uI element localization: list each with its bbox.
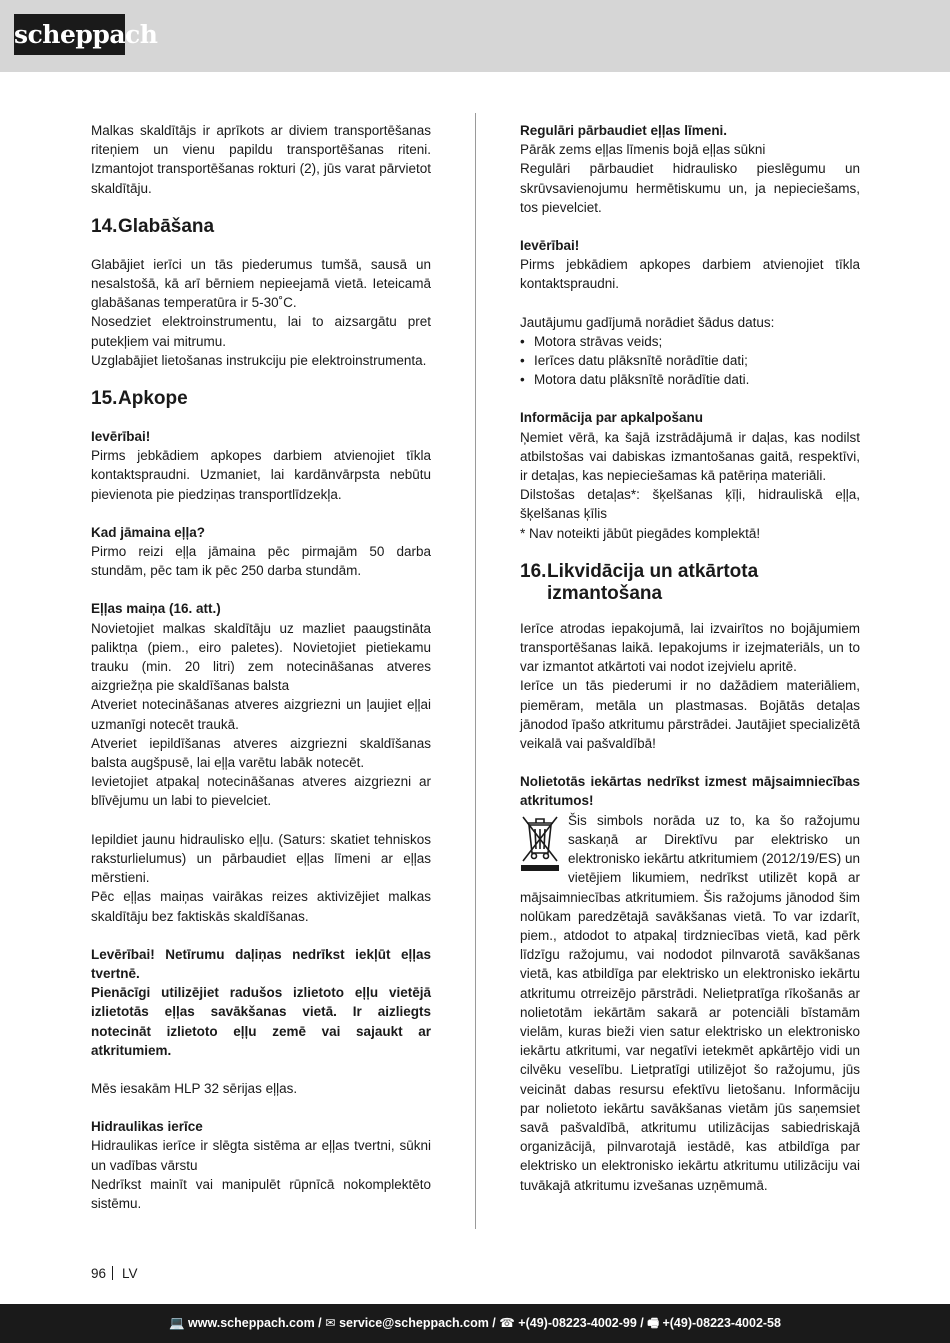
oil-change-text-3: Atveriet iepildīšanas atveres aizgriezni skaldīšanas balsta augšpusē, lai eļļa varētu labāk notecēt. — [91, 735, 431, 771]
section-15-title: Apkope — [118, 388, 188, 410]
oil-fill-text-1: Iepildiet jaunu hidraulisko eļļu. (Saturs: skatiet tehniskos raksturlielumus) un pārbaudiet eļļas līmeni ar eļļas mērstieni. — [91, 831, 431, 886]
oil-level-heading: Regulāri pārbaudiet eļļas līmeni. — [520, 123, 728, 138]
storage-text-3: Uzglabājiet lietošanas instrukciju pie elektroinstrumenta. — [91, 352, 427, 368]
oil-level-text-2: Regulāri pārbaudiet hidraulisko pieslēgumu un skrūvsavienojumu hermētiskumu un, ja nepieciešams, tos pievelciet. — [520, 161, 860, 215]
section-14-heading-wrap — [91, 198, 431, 255]
right-column — [520, 121, 860, 1195]
oil-change-when-heading: Kad jāmaina eļļa? — [91, 524, 206, 540]
section-15-heading — [91, 388, 431, 410]
transport-text: Malkas skaldītājs ir aprīkots ar diviem transportēšanas riteņiem un vienu papildu transportēšanas riteni. Izmantojot transportēšanas rokturi (2), jūs varat pārvietot skaldītāju. — [91, 123, 431, 196]
section-14-title: Glabāšana — [118, 215, 215, 237]
attention-label: Ievērībai! — [91, 429, 151, 445]
list-item: • Motora strāvas veids; — [520, 332, 860, 351]
list-item: • Motora datu plāksnītē norādītie dati. — [520, 370, 860, 389]
disposal-text-2: Ierīce un tās piederumi ir no dažādiem materiāliem, piemēram, metāla un plastmasas. Bojātās detaļas jānodod īpašo atkritumu pārstrādei. Jautājiet specializētā veikalā vai pašvaldībā! — [520, 678, 860, 752]
crossed-bin-icon — [520, 813, 560, 871]
service-text-2: Dilstošas detaļas*: šķelšanas ķīļi, hidrauliskā eļļa, šķelšanas ķīlis — [520, 487, 860, 522]
questions-intro: Jautājumu gadījumā norādiet šādus datus: — [520, 314, 775, 330]
page-header — [0, 0, 950, 72]
weee-text: Šis simbols norāda uz to, ka šo ražojumu saskaņā ar Direktīvu par elektrisko un elektronisko iekārtu atkritumiem (2012/19/ES) un vietējiem likumiem, nedrīkst utilizēt kopā ar mājsaimniecības atkritumiem. Šis ražojums jānodod šim nolūkam paredzētajā savākšanas vietā. To var izdarīt, piem., atdodot to atpakaļ tirdzniecības vietā, kad pērk līdzīgu ražojumu, vai nododot pilnvarotā savākšanas vietā, kas atbildīga par elektrisko un elektronisko iekārtu atkritumu otrreizējo pārstrādi. Nelietpratīga rīkošanās ar nolietotām iekārtām sakarā ar potenciāli bīstamām vielām, kuras bieži vien satur elektrisko un elektronisko iekārtu atkritumi, var negatīvi ietekmēt apkārtējo vidi un cilvēku veselību. Lietpratīgi utilizējot šo ražojumu, jūs veicināt dabas resursu efektīvu lietošanu. Informāciju par nolietoto iekārtu savākšanas vietām jūs saņemsiet savā pašvaldībā, atkritumu utilizācijas sabiedriskajā organizācijā, pilnvarotajā iestādē, kas atbildīga par elektrisko un elektronisko iekārtu atkritumu utilizāciju vai tuvākajā atkritumu izvešanas uzņēmumā. — [520, 812, 860, 1193]
hydraulics-text-1: Hidraulikas ierīce ir slēgta sistēma ar eļļas tvertni, sūkni un vadības vārstu — [91, 1138, 431, 1173]
footer-contacts: 💻 www.scheppach.com / ✉ service@scheppach.com / ☎ +(49)-08223-4002-99 / 🖷 +(49)-08223-4002-58 — [169, 1316, 781, 1330]
section-15-number: 15. — [91, 388, 118, 410]
hydraulics-heading: Hidraulikas ierīce — [91, 1119, 203, 1135]
brand-logo: scheppach — [14, 14, 125, 55]
weee-heading: Nolietotās iekārtas nedrīkst izmest mājsaimniecības atkritumos! — [520, 774, 860, 809]
dirt-warning: Levērībai! Netīrumu daļiņas nedrīkst iekļūt eļļas tvertnē. — [91, 946, 431, 981]
oil-change-when-text: Pirmo reizi eļļa jāmaina pēc pirmajām 50 darba stundām, pēc tam ik pēc 250 darba stundām. — [91, 544, 431, 579]
section-16-title: Likvidācija un atkārtota izmantošana — [547, 560, 759, 604]
page-number-block — [91, 1265, 138, 1283]
disposal-warning: Pienācīgi utilizējiet radušos izlietoto eļļu vietējā izlietotās eļļas savākšanas vietā. Ir aizliegts notecināt izlietoto eļļu zemē vai sajaukt ar atkritumiem. — [91, 985, 431, 1058]
column-divider — [475, 113, 476, 1229]
oil-change-text-4: Ievietojiet atpakaļ notecināšanas atveres aizgriezni ar blīvējumu un labi to pievelciet. — [91, 774, 431, 809]
service-heading: Informācija par apkalpošanu — [520, 410, 704, 426]
hydraulics-text-2: Nedrīkst mainīt vai manipulēt rūpnīcā nokomplektēto sistēmu. — [91, 1176, 431, 1211]
service-text-1: Ņemiet vērā, ka šajā izstrādājumā ir daļas, kas nodilst atbilstošas vai dabiskas izmantošanas gaitā, respektīvi, ir detaļas, kas nepieciešamas kā patēriņa materiāli. — [520, 429, 860, 484]
section-16-heading — [520, 561, 860, 605]
attention-text-2: Pirms jebkādiem apkopes darbiem atvienojiet tīkla kontaktspraudni. — [520, 257, 860, 292]
page-number-separator — [112, 1266, 113, 1280]
weee-block — [520, 811, 860, 1195]
page-number: 96 — [91, 1266, 107, 1281]
attention-text: Pirms jebkādiem apkopes darbiem atvienojiet tīkla kontaktspraudni. Uzmaniet, lai kardānvārpsta nebūtu pievienota pie piedziņas transportlīdzekļa. — [91, 448, 431, 502]
oil-level-text-1: Pārāk zems eļļas līmenis bojā eļļas sūkni — [520, 142, 766, 158]
oil-fill-text-2: Pēc eļļas maiņas vairākas reizes aktivizējiet malkas skaldītāju bez faktiskās skaldīšanas. — [91, 889, 431, 924]
list-item: • Ierīces datu plāksnītē norādītie dati; — [520, 351, 860, 370]
storage-text-1: Glabājiet ierīci un tās piederumus tumšā, sausā un nesalstošā, kā arī bērniem nepieejamā vietā. Ieteicamā glabāšanas temperatūra ir 5-30˚C. — [91, 256, 431, 311]
oil-change-text-2: Atveriet notecināšanas atveres aizgriezni un ļaujiet eļļai uzmanīgi notecēt traukā. — [91, 697, 431, 732]
section-14-heading — [91, 216, 431, 238]
section-15-heading-wrap — [91, 370, 431, 427]
section-16-heading-wrap — [520, 543, 860, 619]
oil-recommendation: Mēs iesakām HLP 32 sērijas eļļas. — [91, 1080, 298, 1096]
section-14-number: 14. — [91, 215, 118, 237]
page-footer — [0, 1304, 950, 1343]
storage-text-2: Nosedziet elektroinstrumentu, lai to aizsargātu pret putekļiem vai mitrumu. — [91, 314, 431, 349]
left-column — [91, 121, 431, 1213]
attention-label-2: Ievērībai! — [520, 238, 580, 254]
oil-change-text-1: Novietojiet malkas skaldītāju uz mazliet paaugstināta paliktņa (piem., eiro paletes). Novietojiet pietiekamu trauku (min. 20 litri) zem notecināšanas atveres aizgriežņa pie skaldīšanas balsta — [91, 620, 431, 694]
oil-change-heading: Eļļas maiņa (16. att.) — [91, 601, 221, 617]
page-language: LV — [122, 1266, 138, 1281]
required-data-list — [520, 332, 860, 390]
section-16-number: 16. — [520, 560, 547, 582]
disposal-text-1: Ierīce atrodas iepakojumā, lai izvairītos no bojājumiem transportēšanas laikā. Iepakojums ir izejmateriāls, un to var izmantot atkārtoti vai nodot izejvielu apritē. — [520, 620, 860, 675]
service-text-3: * Nav noteikti jābūt piegādes komplektā! — [520, 525, 761, 541]
